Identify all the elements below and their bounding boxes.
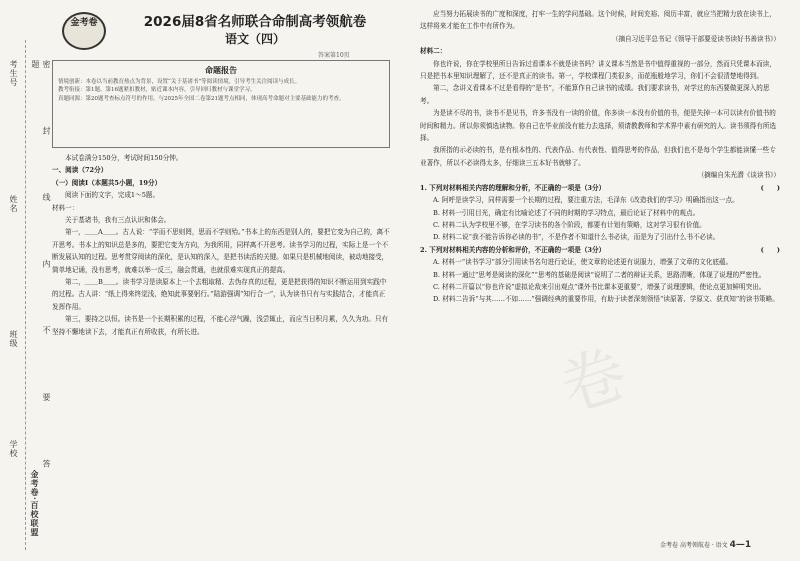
page-number: 4—1 (729, 540, 752, 550)
right-column (420, 8, 780, 306)
report-line: 情境创新：本卷以当前教育热点为背景，设置“关于基诸书”等阅读情境，引导考生关注阅读与成长。 (58, 79, 301, 85)
paragraph: 应当努力拓展读书的广度和深度，打牢一生的学问基础。这个时候，时间充裕、阅历丰富，就应当把精力放在读书上，这样将来才能在工作中有所作为。 (420, 10, 776, 31)
binding-margin (0, 0, 51, 561)
report-box (52, 60, 390, 148)
section-heading: 一、阅读（72分） (52, 166, 108, 175)
paragraph: 第二，＿＿B＿＿。读书学习是读原本上一个去粗取精、去伪存真的过程，更是把获得的知识不断运用到实践中的过程。古人讲：“纸上得来终觉浅，绝知此事要躬行。”陆游强调“知行合一”，认为读书只有与实践结合，才能真正发挥作用。 (52, 278, 387, 311)
option-d: D. 材料二说“我不能告诉你必读的书”，不是作者不知道什么书必读，而是为了引出什么书不必读。 (433, 233, 720, 242)
material-label: 材料一： (52, 203, 79, 212)
material-label: 材料二： (420, 47, 447, 56)
name-label: 姓名 (9, 195, 18, 213)
instruction: 阅读下面的文字，完成1～5题。 (65, 191, 160, 200)
seal-dashed-line (25, 40, 26, 550)
student-id-label: 考生号 (9, 60, 18, 87)
question-stem: 1. 下列对材料相关内容的理解和分析，不正确的一项是（3分） ( ) (420, 183, 780, 192)
source-citation: （摘自习近平总书记《领导干部要爱读书读好书善读书》） (611, 34, 780, 43)
paragraph: 关于基诸书，我有三点认识和体会。 (65, 216, 171, 225)
footer-series: 高考领航卷 · 语文 (679, 542, 728, 549)
exam-title: 2026届8省名师联合命制高考领航卷 (143, 14, 367, 30)
exam-subtitle: 语文（四） (224, 32, 285, 46)
left-column (52, 152, 390, 338)
paragraph: 第三，要持之以恒。读书是一个长期积累的过程，不能心浮气躁，浅尝辄止，而应当日积月累，久久为功。只有坚持不懈地读下去，才能真正有所收获，有所长进。 (52, 315, 389, 336)
option-c: C. 材料二认为学校里不够，在学习读书的各个阶段，都要有计划有策略，这对学习很有价值。 (433, 220, 706, 229)
report-title: 命题报告 (205, 65, 237, 75)
paragraph: 第二，念讲义看课本不过是看得的“是书”，不能算作自己读书的成绩。我们要求读书，对学过的东西要做更深入的思考。 (420, 84, 770, 105)
paragraph: 我所指的示必读的书，是有根本性的、代表作品、有代表性、值得思考的作品，但我们也不是每个学生都能读懂一些专业著作，所以不必读得太多，仔细读三五本好书就够了。 (420, 146, 776, 167)
paragraph: 第一，＿＿A＿＿。古人说：“学而不思则罔，思而不学则殆。”书本上的东西是别人的，要把它变为自己的，离不开思考。书本上的知识总是多的，要把它变为方向，为我所用，同样离不开思考。读书学习的过程，实际上是一个不断发展认知的过程。思考贯穿阅读的深化，是认知的深入，是把书读活的关键。如果只是机械地阅读，被动地接受，简单地记诵，没有思考，就难以举一反三，融会贯通，也就很难实现真正的提高。 (52, 228, 390, 274)
option-b: B. 材料一引用目光，确定有比喻论述了不同的时期的学习特点，最后论证了材料中的观点。 (433, 208, 700, 217)
paragraph: 为是读不尽的书，读书不是见书，许多书没有一读的价值，你多读一本没有价值的书，便是失掉一本可以读有价值书的时间和精力。所以你须慎选读物。你自己在毕业前没有能力去选择，须请教教师和学术界中素有研究的人。读书须得有所选择。 (420, 109, 777, 143)
subsection-heading: （一）阅读Ⅰ（本题共5小题，19分） (52, 178, 162, 187)
option-d: D. 材料二告诉“与其……不如……”强调经典的重要作用，有助于读者深刻领悟“读原著、学原文、获真知”的读书策略。 (433, 295, 779, 304)
answer-page-ref: 答案第10页 (318, 52, 350, 59)
page-footer (660, 540, 751, 550)
option-a: A. 阿呼是读学习，同样需要一个长期的过程，要注重方法，毛泽东《改造我们的学习》明确指出这一点。 (433, 196, 739, 205)
exam-info: 本试卷满分150分，考试时间150分钟。 (65, 154, 183, 162)
school-label: 学校 (9, 440, 18, 458)
brand-logo: 金考卷 (62, 12, 106, 50)
report-line: 真题同源：第20题考查标点符号的作用，与2025年全国二卷第21题考点相同，体现高考命题对主要基础能力的考查。 (58, 95, 345, 102)
option-b: B. 材料一通过“思考是阅读的深化”“思考的基础是阅读”说明了二者的辩证关系，思路清晰，体现了说理的严密性。 (433, 270, 766, 279)
report-line: 教考衔接：第1题、第16题紧扣教材，贴近课本内容，引导回归教材与课堂学习。 (58, 87, 256, 94)
brand-vertical: 金考卷·百校联盟 (30, 470, 40, 537)
class-label: 班级 (9, 330, 18, 348)
source-citation: （摘编自朱光潜《谈读书》） (697, 171, 780, 180)
question-stem: 2. 下列对材料相关内容的分析和评价，不正确的一项是（3分） ( ) (420, 245, 780, 254)
seal-line-text: 密 封 线 内 不 要 答 题 (31, 60, 51, 496)
paragraph: 你也许说，你在学校里所日告诉过看课本不就是读书吗？讲义课本当然是书中值得重视的一部分，然而只凭课本而读，只是把书本里知识理解了，还不是真正的读书。第一，学校课程门类很多，而花瓶般地学习，你们不会很清楚地得到。 (420, 59, 776, 81)
option-c: C. 材料二开篇以“你也许说”虚拟论敌来引出观点“课外书比课本更重要”，增强了说理逻辑，使论点更加鲜明突出。 (433, 282, 766, 291)
watermark: 卷 (551, 336, 636, 427)
footer-brand: 金考卷 (660, 542, 679, 549)
option-a: A. 材料一“读书学习”部分引用读书名句进行论证，使文章的论述更有说服力，增强了文章的文化底蕴。 (433, 258, 733, 267)
